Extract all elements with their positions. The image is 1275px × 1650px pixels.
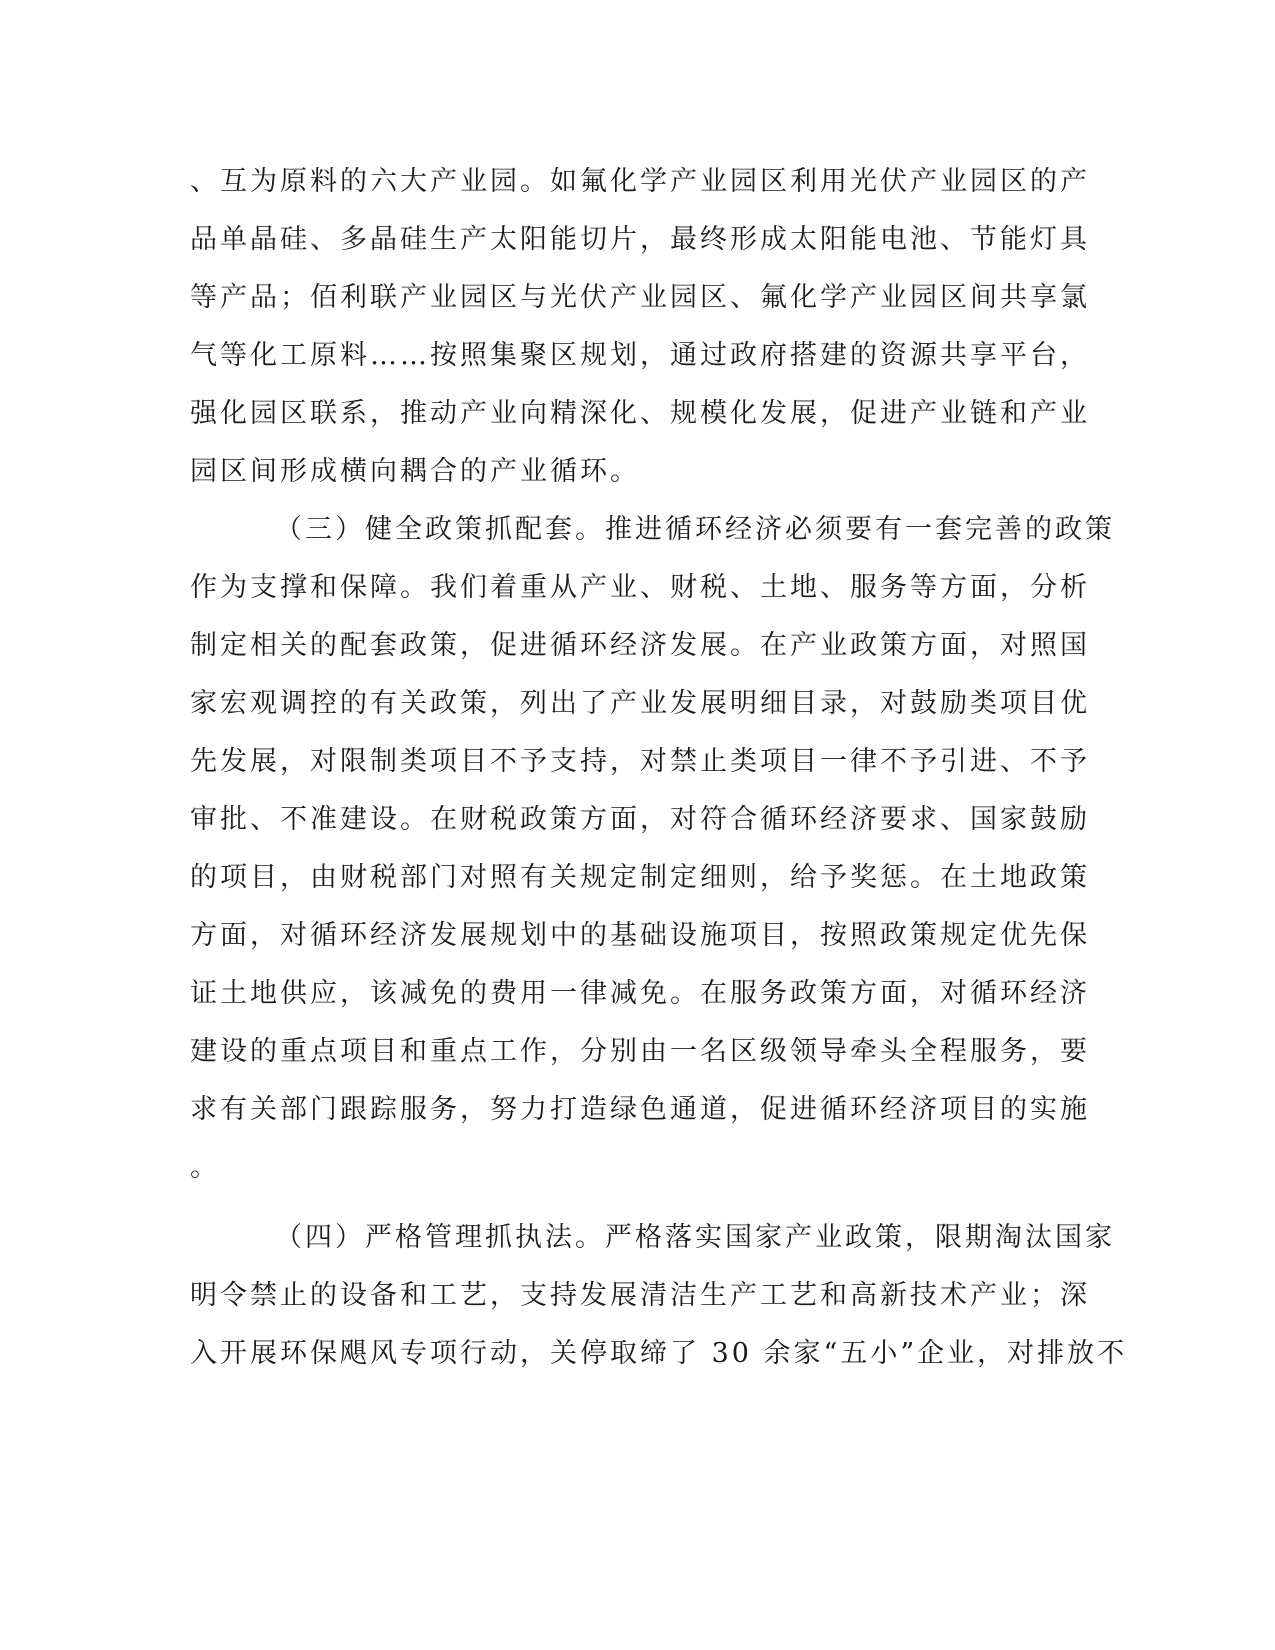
paragraph-1-line-2: 品单晶硅、多晶硅生产太阳能切片，最终形成太阳能电池、节能灯具 [190, 224, 1090, 255]
paragraph-1-line-1: 、互为原料的六大产业园。如氟化学产业园区利用光伏产业园区的产 [190, 166, 1090, 197]
paragraph-1-line-6: 园区间形成横向耦合的产业循环。 [190, 456, 640, 487]
paragraph-3-line-2: 明令禁止的设备和工艺，支持发展清洁生产工艺和高新技术产业；深 [190, 1280, 1090, 1311]
paragraph-2-line-7: 的项目，由财税部门对照有关规定制定细则，给予奖惩。在土地政策 [190, 862, 1090, 893]
paragraph-3-line-1: （四）严格管理抓执法。严格落实国家产业政策，限期淘汰国家 [275, 1222, 1115, 1253]
paragraph-2-line-9: 证土地供应，该减免的费用一律减免。在服务政策方面，对循环经济 [190, 978, 1090, 1009]
paragraph-2-line-4: 家宏观调控的有关政策，列出了产业发展明细目录，对鼓励类项目优 [190, 688, 1090, 719]
paragraph-3-line-3: 入开展环保飓风专项行动，关停取缔了 30 余家“五小”企业，对排放不 [190, 1338, 1128, 1369]
paragraph-2-line-5: 先发展，对限制类项目不予支持，对禁止类项目一律不予引进、不予 [190, 746, 1090, 777]
paragraph-2-line-10: 建设的重点项目和重点工作，分别由一名区级领导牵头全程服务，要 [190, 1036, 1090, 1067]
paragraph-2-line-2: 作为支撑和保障。我们着重从产业、财税、土地、服务等方面，分析 [190, 572, 1090, 603]
paragraph-1-line-4: 气等化工原料……按照集聚区规划，通过政府搭建的资源共享平台， [190, 340, 1090, 371]
paragraph-2-line-11: 求有关部门跟踪服务，努力打造绿色通道，促进循环经济项目的实施 [190, 1094, 1090, 1125]
paragraph-1-line-3: 等产品；佰利联产业园区与光伏产业园区、氟化学产业园区间共享氯 [190, 282, 1090, 313]
paragraph-2-line-3: 制定相关的配套政策，促进循环经济发展。在产业政策方面，对照国 [190, 630, 1090, 661]
paragraph-2-line-12: 。 [190, 1152, 220, 1183]
paragraph-2-line-6: 审批、不准建设。在财税政策方面，对符合循环经济要求、国家鼓励 [190, 804, 1090, 835]
paragraph-1-line-5: 强化园区联系，推动产业向精深化、规模化发展，促进产业链和产业 [190, 398, 1090, 429]
paragraph-2-line-8: 方面，对循环经济发展规划中的基础设施项目，按照政策规定优先保 [190, 920, 1090, 951]
paragraph-2-line-1: （三）健全政策抓配套。推进循环经济必须要有一套完善的政策 [275, 514, 1115, 545]
